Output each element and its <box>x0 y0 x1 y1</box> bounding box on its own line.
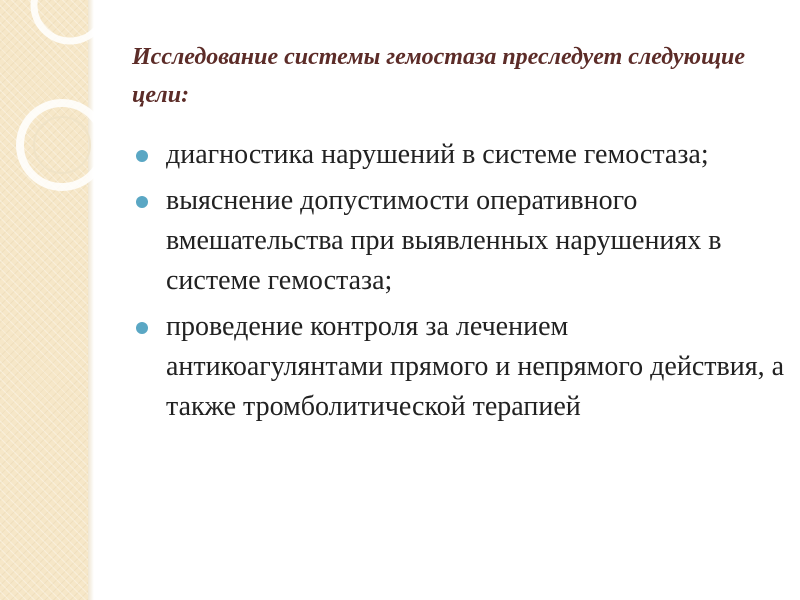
bullet-text: диагностика нарушений в системе гемостаза; <box>166 139 709 170</box>
list-item <box>132 135 792 175</box>
list-item <box>132 307 792 427</box>
bullet-list <box>132 135 792 433</box>
bullet-text: выяснение допустимости оперативного вмешательства при выявленных нарушениях в системе гемостаза; <box>166 185 722 296</box>
bullet-dot-icon <box>136 150 148 162</box>
bullet-dot-icon <box>136 322 148 334</box>
slide-title: Исследование системы гемостаза преследует следующие цели: <box>132 44 746 108</box>
decorative-rings-icon <box>0 0 140 220</box>
bullet-text: проведение контроля за лечением антикоагулянтами прямого и непрямого действия, а также тромболитической терапией <box>166 311 785 422</box>
bullet-dot-icon <box>136 196 148 208</box>
list-item <box>132 181 792 301</box>
